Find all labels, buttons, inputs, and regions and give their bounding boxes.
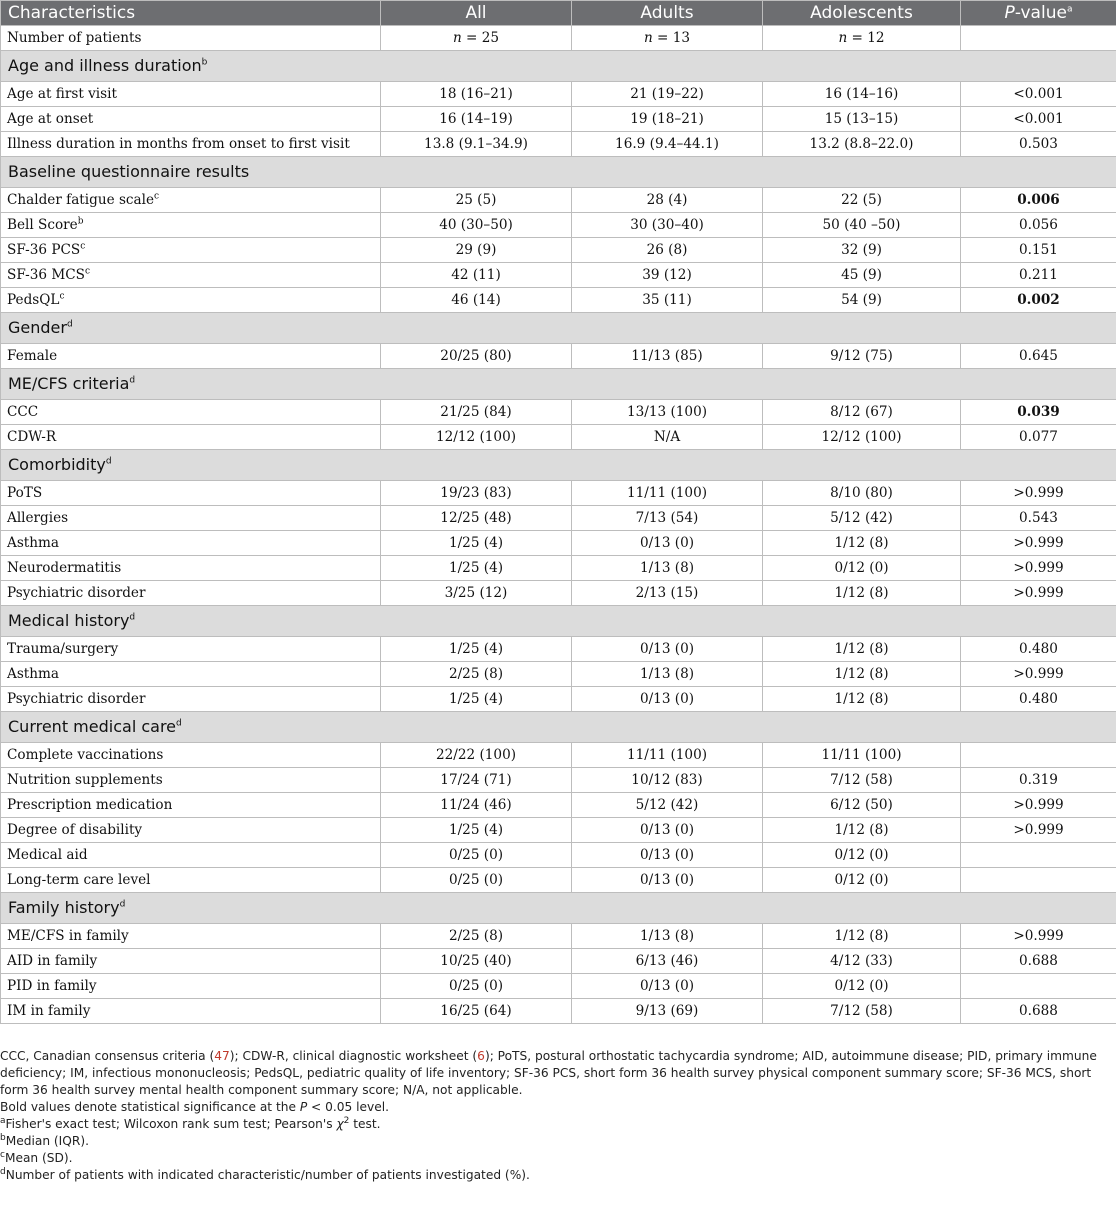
cell-adults: 10/12 (83) [572, 768, 763, 793]
header-pvalue [961, 1, 1116, 26]
cell-adults: 11/11 (100) [572, 743, 763, 768]
number-of-patients-row [1, 26, 1116, 51]
table-row [1, 637, 1116, 662]
row-label-cell [1, 556, 381, 581]
footnote-d-text: Number of patients with indicated characteristic/number of patients investigated (%). [5, 1168, 530, 1182]
row-label: Psychiatric disorder [7, 691, 146, 707]
cell-adolescents: 1/12 (8) [763, 687, 961, 712]
cell-adults: 19 (18–21) [572, 107, 763, 132]
row-label: Complete vaccinations [7, 747, 164, 763]
cell-adolescents: 22 (5) [763, 188, 961, 213]
cell-adolescents: 6/12 (50) [763, 793, 961, 818]
row-label: SF-36 PCS [7, 242, 81, 258]
cell-adolescents: 0/12 (0) [763, 556, 961, 581]
section-title-footnote-marker: d [119, 899, 126, 910]
table-row [1, 263, 1116, 288]
header-pvalue-rest: -value [1014, 3, 1067, 23]
cell-pvalue: 0.480 [961, 637, 1116, 662]
cell-pvalue: 0.056 [961, 213, 1116, 238]
cell-adolescents: 7/12 (58) [763, 999, 961, 1024]
cell-adults: 21 (19–22) [572, 82, 763, 107]
cell-all: 2/25 (8) [381, 662, 572, 687]
row-label: Allergies [7, 510, 69, 526]
section-title-cell [1, 51, 1116, 82]
header-pvalue-sup: a [1066, 4, 1073, 15]
n-symbol: n [838, 30, 848, 46]
table-row [1, 107, 1116, 132]
row-label-cell [1, 425, 381, 450]
cell-all: 40 (30–50) [381, 213, 572, 238]
section-title-footnote-marker: d [66, 319, 73, 330]
footnote-a-text-2: test. [349, 1117, 381, 1131]
row-label: Bell Score [7, 217, 78, 233]
section-title: Baseline questionnaire results [8, 162, 250, 181]
cell-adolescents: 5/12 (42) [763, 506, 961, 531]
cell-pvalue [961, 26, 1116, 51]
cell-adolescents: 32 (9) [763, 238, 961, 263]
cell-all: 17/24 (71) [381, 768, 572, 793]
footnote-d [0, 1167, 1110, 1184]
row-label: Chalder fatigue scale [7, 192, 155, 208]
cell-adolescents: 0/12 (0) [763, 974, 961, 999]
cell-adults: 0/13 (0) [572, 868, 763, 893]
cell-all: 10/25 (40) [381, 949, 572, 974]
n-all-value: = 25 [461, 30, 500, 46]
cell-pvalue [961, 843, 1116, 868]
cell-pvalue: 0.151 [961, 238, 1116, 263]
table-footnotes [0, 1048, 1110, 1184]
row-label-footnote-marker: c [80, 241, 86, 252]
row-label: PedsQL [7, 292, 60, 308]
section-title-footnote-marker: b [201, 57, 208, 68]
section-title-cell [1, 450, 1116, 481]
section-title: Comorbidity [8, 455, 106, 474]
cell-all: 21/25 (84) [381, 400, 572, 425]
table-row [1, 768, 1116, 793]
row-label-cell [1, 843, 381, 868]
cell-adolescents: 9/12 (75) [763, 344, 961, 369]
row-label-cell [1, 868, 381, 893]
section-title: Current medical care [8, 717, 177, 736]
section-title-cell [1, 712, 1116, 743]
cell-adults: 6/13 (46) [572, 949, 763, 974]
cell-pvalue: >0.999 [961, 924, 1116, 949]
cell-adults: 7/13 (54) [572, 506, 763, 531]
cell-adolescents: 7/12 (58) [763, 768, 961, 793]
table-row [1, 506, 1116, 531]
cell-pvalue: >0.999 [961, 818, 1116, 843]
chi-symbol: χ [336, 1117, 344, 1131]
row-label-cell [1, 288, 381, 313]
cell-pvalue: 0.039 [961, 400, 1116, 425]
cell-all: 0/25 (0) [381, 843, 572, 868]
footnote-b-marker: b [0, 1132, 6, 1143]
cell-adolescents: 15 (13–15) [763, 107, 961, 132]
cell-pvalue: 0.688 [961, 999, 1116, 1024]
row-label-cell [1, 581, 381, 606]
row-label: Trauma/surgery [7, 641, 119, 657]
cell-pvalue [961, 868, 1116, 893]
cell-pvalue: >0.999 [961, 531, 1116, 556]
header-all: All [381, 1, 572, 26]
section-title-footnote-marker: d [129, 375, 136, 386]
table-row [1, 924, 1116, 949]
table-row [1, 662, 1116, 687]
cell-all: 11/24 (46) [381, 793, 572, 818]
table-row [1, 132, 1116, 157]
row-label: Degree of disability [7, 822, 143, 838]
row-label: CDW-R [7, 429, 57, 445]
cell-adolescents: 1/12 (8) [763, 581, 961, 606]
row-label-cell [1, 132, 381, 157]
abbrev-text-3: ); PoTS, postural orthostatic tachycardia syndrome; AID, autoimmune disease; PID, primary immune deficiency; IM, infectious mononucleosis; PedsQL, pediatric quality of life inventory; SF-36 PCS, short form 36 health survey physical component summary score; SF-36 MCS, short form 36 health survey mental health component summary score; N/A, not applicable. [0, 1049, 1097, 1097]
cell-pvalue: 0.543 [961, 506, 1116, 531]
cell-adolescents: 1/12 (8) [763, 924, 961, 949]
cell-adolescents: 1/12 (8) [763, 662, 961, 687]
section-title-cell [1, 893, 1116, 924]
table-header-row [1, 1, 1116, 26]
row-label: PoTS [7, 485, 43, 501]
cell-adults: 5/12 (42) [572, 793, 763, 818]
footnote-c-marker: c [0, 1149, 5, 1160]
row-label-cell [1, 188, 381, 213]
cell-all: 2/25 (8) [381, 924, 572, 949]
row-label-cell [1, 400, 381, 425]
cell-all: 20/25 (80) [381, 344, 572, 369]
reference-link-6[interactable]: 6 [477, 1049, 485, 1063]
cell-pvalue: 0.503 [961, 132, 1116, 157]
reference-link-47[interactable]: 47 [214, 1049, 230, 1063]
row-label-footnote-marker: c [84, 266, 91, 277]
table-row [1, 843, 1116, 868]
row-label-cell [1, 344, 381, 369]
section-header-row [1, 606, 1116, 637]
chi-squared-sup: 2 [343, 1115, 350, 1126]
cell-pvalue: 0.006 [961, 188, 1116, 213]
cell-pvalue [961, 743, 1116, 768]
cell-adolescents: 8/10 (80) [763, 481, 961, 506]
cell-all: 1/25 (4) [381, 531, 572, 556]
cell-adolescents: 54 (9) [763, 288, 961, 313]
table-row [1, 999, 1116, 1024]
section-header-row [1, 893, 1116, 924]
cell-pvalue: >0.999 [961, 662, 1116, 687]
table-row [1, 974, 1116, 999]
table-row [1, 238, 1116, 263]
row-label-cell [1, 82, 381, 107]
row-label: Asthma [7, 666, 60, 682]
table-row [1, 481, 1116, 506]
row-label-cell [1, 481, 381, 506]
table-row [1, 687, 1116, 712]
cell-pvalue [961, 974, 1116, 999]
table-row [1, 288, 1116, 313]
footnote-a-text-1: Fisher's exact test; Wilcoxon rank sum test; Pearson's [5, 1117, 337, 1131]
row-label: Number of patients [1, 26, 381, 51]
row-label: Nutrition supplements [7, 772, 163, 788]
row-label: ME/CFS in family [7, 928, 129, 944]
cell-adolescents [763, 26, 961, 51]
cell-adults: 1/13 (8) [572, 924, 763, 949]
cell-all [381, 26, 572, 51]
cell-adults: 28 (4) [572, 188, 763, 213]
row-label-cell [1, 818, 381, 843]
row-label-cell [1, 238, 381, 263]
cell-adults: N/A [572, 425, 763, 450]
cell-adults: 0/13 (0) [572, 637, 763, 662]
row-label: Female [7, 348, 58, 364]
cell-adults: 2/13 (15) [572, 581, 763, 606]
footnote-b-text: Median (IQR). [5, 1134, 89, 1148]
bold-note-text-2: < 0.05 level. [307, 1100, 390, 1114]
section-title-cell [1, 157, 1116, 188]
footnote-c [0, 1150, 1110, 1167]
section-title: Family history [8, 898, 120, 917]
cell-adults [572, 26, 763, 51]
cell-adolescents: 50 (40 –50) [763, 213, 961, 238]
cell-pvalue: >0.999 [961, 581, 1116, 606]
cell-adolescents: 8/12 (67) [763, 400, 961, 425]
row-label-cell [1, 949, 381, 974]
table-row [1, 213, 1116, 238]
row-label-cell [1, 506, 381, 531]
cell-pvalue: >0.999 [961, 481, 1116, 506]
row-label-cell [1, 768, 381, 793]
cell-pvalue: 0.319 [961, 768, 1116, 793]
cell-adolescents: 12/12 (100) [763, 425, 961, 450]
cell-adolescents: 16 (14–16) [763, 82, 961, 107]
section-header-row [1, 450, 1116, 481]
header-adults: Adults [572, 1, 763, 26]
section-title: Age and illness duration [8, 56, 202, 75]
cell-adults: 0/13 (0) [572, 974, 763, 999]
table-row [1, 344, 1116, 369]
cell-adults: 35 (11) [572, 288, 763, 313]
table-row [1, 949, 1116, 974]
footnote-a [0, 1116, 1110, 1133]
row-label-cell [1, 793, 381, 818]
cell-adults: 11/13 (85) [572, 344, 763, 369]
row-label-cell [1, 743, 381, 768]
cell-adolescents: 11/11 (100) [763, 743, 961, 768]
cell-adults: 13/13 (100) [572, 400, 763, 425]
cell-all: 29 (9) [381, 238, 572, 263]
table-row [1, 425, 1116, 450]
footnote-a-marker: a [0, 1115, 6, 1126]
cell-adults: 0/13 (0) [572, 818, 763, 843]
cell-all: 1/25 (4) [381, 637, 572, 662]
row-label-cell [1, 687, 381, 712]
cell-all: 22/22 (100) [381, 743, 572, 768]
section-title: Medical history [8, 611, 130, 630]
table-row [1, 818, 1116, 843]
row-label-cell [1, 662, 381, 687]
bold-note-text-1: Bold values denote statistical significance at the [0, 1100, 300, 1114]
table-row [1, 793, 1116, 818]
row-label-cell [1, 924, 381, 949]
row-label: Long-term care level [7, 872, 151, 888]
section-title-cell [1, 313, 1116, 344]
section-title-footnote-marker: d [129, 612, 136, 623]
section-title-footnote-marker: d [176, 718, 182, 729]
row-label-footnote-marker: c [154, 191, 160, 202]
section-title-footnote-marker: d [105, 456, 112, 467]
cell-all: 16 (14–19) [381, 107, 572, 132]
cell-all: 46 (14) [381, 288, 572, 313]
row-label: Medical aid [7, 847, 88, 863]
cell-adolescents: 13.2 (8.8–22.0) [763, 132, 961, 157]
cell-all: 42 (11) [381, 263, 572, 288]
cell-adults: 11/11 (100) [572, 481, 763, 506]
cell-all: 1/25 (4) [381, 818, 572, 843]
n-adults-value: = 13 [652, 30, 691, 46]
cell-pvalue: 0.002 [961, 288, 1116, 313]
cell-pvalue: 0.645 [961, 344, 1116, 369]
cell-adults: 0/13 (0) [572, 843, 763, 868]
bold-values-note [0, 1099, 1110, 1116]
cell-all: 1/25 (4) [381, 556, 572, 581]
cell-adolescents: 1/12 (8) [763, 818, 961, 843]
row-label: CCC [7, 404, 39, 420]
row-label: Psychiatric disorder [7, 585, 146, 601]
table-row [1, 400, 1116, 425]
cell-all: 19/23 (83) [381, 481, 572, 506]
row-label: AID in family [7, 953, 98, 969]
table-row [1, 82, 1116, 107]
cell-all: 16/25 (64) [381, 999, 572, 1024]
cell-adults: 30 (30–40) [572, 213, 763, 238]
cell-adults: 1/13 (8) [572, 662, 763, 687]
cell-pvalue: 0.480 [961, 687, 1116, 712]
row-label: SF-36 MCS [7, 267, 85, 283]
section-header-row [1, 157, 1116, 188]
header-pvalue-p: P [1004, 3, 1015, 23]
cell-all: 12/25 (48) [381, 506, 572, 531]
abbrev-text-1: CCC, Canadian consensus criteria ( [0, 1049, 215, 1063]
section-header-row [1, 313, 1116, 344]
section-title-cell [1, 606, 1116, 637]
cell-all: 12/12 (100) [381, 425, 572, 450]
bold-note-p: P [299, 1100, 308, 1114]
section-title: Gender [8, 318, 67, 337]
row-label: Age at onset [7, 111, 94, 127]
row-label: Asthma [7, 535, 60, 551]
table-row [1, 188, 1116, 213]
footnote-d-marker: d [0, 1166, 6, 1177]
table-row [1, 531, 1116, 556]
cell-adults: 1/13 (8) [572, 556, 763, 581]
row-label: Neurodermatitis [7, 560, 122, 576]
cell-all: 13.8 (9.1–34.9) [381, 132, 572, 157]
table-row [1, 556, 1116, 581]
cell-pvalue: 0.688 [961, 949, 1116, 974]
abbrev-text-2: ); CDW-R, clinical diagnostic worksheet ( [229, 1049, 478, 1063]
row-label-footnote-marker: c [59, 291, 65, 302]
cell-adolescents: 0/12 (0) [763, 843, 961, 868]
table-row [1, 743, 1116, 768]
cell-pvalue: >0.999 [961, 793, 1116, 818]
row-label-footnote-marker: b [77, 216, 84, 227]
header-adolescents: Adolescents [763, 1, 961, 26]
cell-adolescents: 45 (9) [763, 263, 961, 288]
row-label-cell [1, 637, 381, 662]
cell-adults: 16.9 (9.4–44.1) [572, 132, 763, 157]
row-label-cell [1, 107, 381, 132]
cell-adolescents: 1/12 (8) [763, 637, 961, 662]
row-label-cell [1, 999, 381, 1024]
cell-adults: 26 (8) [572, 238, 763, 263]
section-title-cell [1, 369, 1116, 400]
section-title: ME/CFS criteria [8, 374, 130, 393]
section-header-row [1, 51, 1116, 82]
cell-all: 25 (5) [381, 188, 572, 213]
cell-adolescents: 4/12 (33) [763, 949, 961, 974]
table-row [1, 868, 1116, 893]
footnote-c-text: Mean (SD). [4, 1151, 73, 1165]
row-label: Age at first visit [7, 86, 117, 102]
row-label-cell [1, 974, 381, 999]
header-characteristics: Characteristics [1, 1, 381, 26]
cell-all: 18 (16–21) [381, 82, 572, 107]
section-header-row [1, 712, 1116, 743]
row-label-cell [1, 531, 381, 556]
cell-all: 0/25 (0) [381, 974, 572, 999]
cell-pvalue: >0.999 [961, 556, 1116, 581]
cell-adolescents: 1/12 (8) [763, 531, 961, 556]
cell-adults: 9/13 (69) [572, 999, 763, 1024]
n-symbol: n [643, 30, 653, 46]
cell-all: 1/25 (4) [381, 687, 572, 712]
row-label: Prescription medication [7, 797, 173, 813]
cell-pvalue: 0.077 [961, 425, 1116, 450]
abbreviations-note [0, 1048, 1110, 1099]
section-header-row [1, 369, 1116, 400]
n-adolescents-value: = 12 [847, 30, 885, 46]
n-symbol: n [452, 30, 462, 46]
cell-adults: 0/13 (0) [572, 687, 763, 712]
cell-adolescents: 0/12 (0) [763, 868, 961, 893]
cell-pvalue: <0.001 [961, 82, 1116, 107]
cell-pvalue: <0.001 [961, 107, 1116, 132]
cell-adults: 39 (12) [572, 263, 763, 288]
row-label: Illness duration in months from onset to first visit [7, 136, 350, 152]
cell-all: 0/25 (0) [381, 868, 572, 893]
footnote-b [0, 1133, 1110, 1150]
cell-all: 3/25 (12) [381, 581, 572, 606]
row-label-cell [1, 263, 381, 288]
row-label: PID in family [7, 978, 97, 994]
cell-pvalue: 0.211 [961, 263, 1116, 288]
row-label-cell [1, 213, 381, 238]
table-row [1, 581, 1116, 606]
row-label: IM in family [7, 1003, 91, 1019]
cell-adults: 0/13 (0) [572, 531, 763, 556]
